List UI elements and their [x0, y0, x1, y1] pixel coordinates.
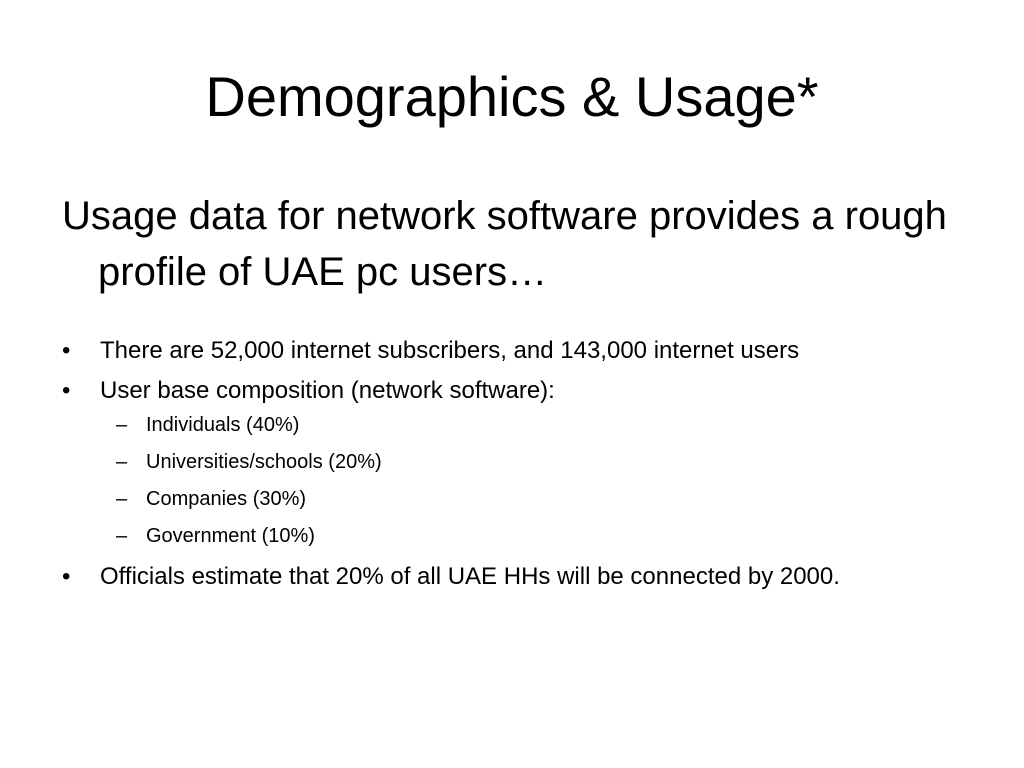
bullet-list — [62, 336, 962, 603]
sub-bullet-text: Companies (30%) — [146, 488, 307, 510]
sub-bullet-text: Government (10%) — [146, 525, 315, 547]
bullet-text: There are 52,000 internet subscribers, and 143,000 internet users — [100, 337, 800, 364]
bullet-text: User base composition (network software): — [100, 377, 555, 404]
bullet-item — [62, 560, 962, 593]
sub-bullet-item — [116, 449, 962, 475]
bullet-item — [62, 336, 962, 366]
sub-bullet-item — [116, 523, 962, 549]
sub-bullet-list — [100, 412, 962, 549]
lead-paragraph: Usage data for network software provides a rough profile of UAE pc users… — [62, 194, 947, 294]
sub-bullet-item — [116, 412, 962, 438]
slide-title: Demographics & Usage* — [205, 65, 819, 128]
bullet-item — [62, 376, 962, 549]
bullet-marker: • — [62, 377, 71, 404]
dash-marker: – — [116, 488, 128, 510]
bullet-marker: • — [62, 563, 71, 590]
sub-bullet-text: Individuals (40%) — [146, 414, 300, 436]
bullet-text: Officials estimate that 20% of all UAE HHs will be connected by 2000. — [100, 563, 840, 590]
bullet-marker: • — [62, 337, 71, 364]
dash-marker: – — [116, 525, 128, 547]
sub-bullet-text: Universities/schools (20%) — [146, 451, 382, 473]
dash-marker: – — [116, 451, 128, 473]
dash-marker: – — [116, 414, 128, 436]
sub-bullet-item — [116, 486, 962, 512]
